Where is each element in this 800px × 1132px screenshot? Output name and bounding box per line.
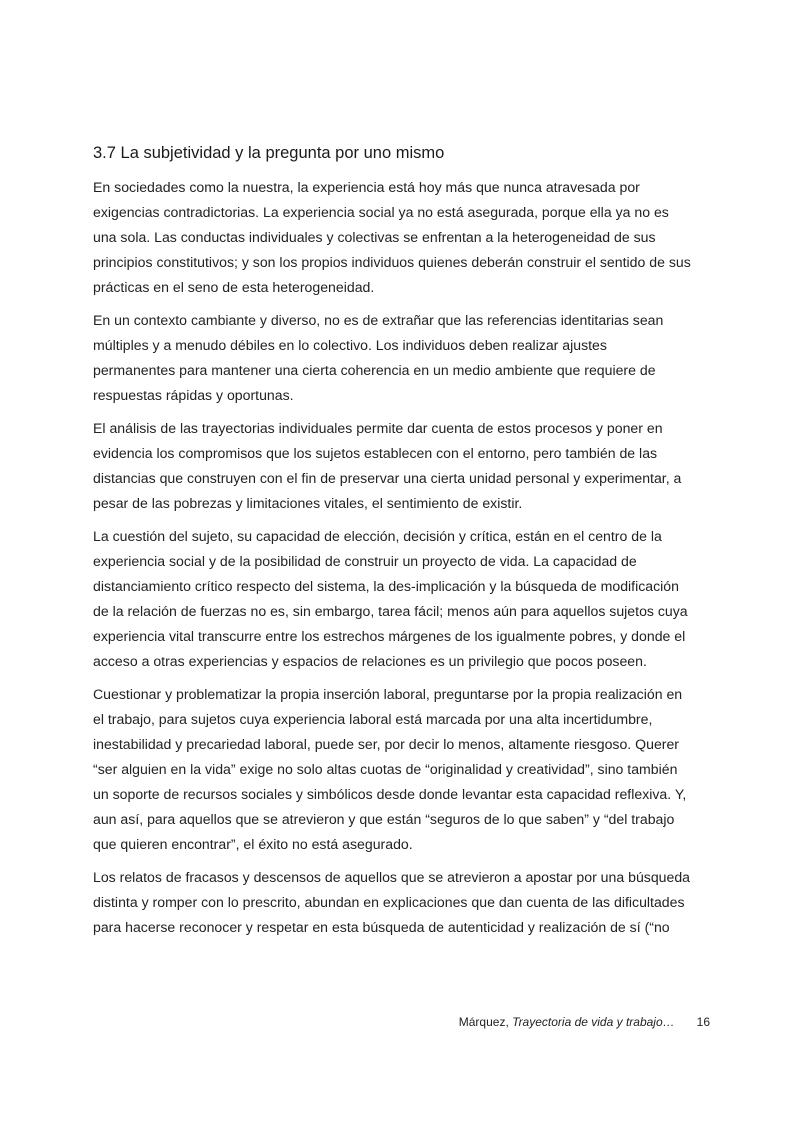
text-line: prácticas en el seno de esta heterogeneidad.	[93, 279, 375, 295]
text-line: experiencia social y de la posibilidad de construir un proyecto de vida. La capacidad de	[93, 553, 637, 569]
text-line: distancias que construyen con el fin de preservar una cierta unidad personal y experimentar, a	[93, 470, 682, 486]
text-line: En un contexto cambiante y diverso, no es de extrañar que las referencias identitarias sean	[93, 312, 664, 328]
paragraph	[93, 865, 712, 940]
footer-author: Márquez,	[458, 1015, 513, 1029]
text-line: distanciamiento crítico respecto del sistema, la des-implicación y la búsqueda de modificación	[93, 578, 679, 594]
paragraph	[93, 524, 712, 674]
text-line: exigencias contradictorias. La experiencia social ya no está asegurada, porque ella ya no es	[93, 204, 669, 220]
text-line: que quieren encontrar”, el éxito no está asegurado.	[93, 836, 413, 852]
text-line: experiencia vital transcurre entre los estrechos márgenes de los igualmente pobres, y donde el	[93, 628, 686, 644]
text-line: para hacerse reconocer y respetar en esta búsqueda de autenticidad y realización de sí (“no	[93, 919, 670, 935]
text-line: distinta y romper con lo prescrito, abundan en explicaciones que dan cuenta de las dificultades	[93, 894, 685, 910]
text-line: múltiples y a menudo débiles en lo colectivo. Los individuos deben realizar ajustes	[93, 337, 607, 353]
text-line: respuestas rápidas y oportunas.	[93, 387, 294, 403]
page-footer	[440, 1014, 710, 1030]
text-line: “ser alguien en la vida” exige no solo altas cuotas de “originalidad y creatividad”, sino también	[93, 761, 678, 777]
text-line: La cuestión del sujeto, su capacidad de elección, decisión y crítica, están en el centro de la	[93, 528, 662, 544]
text-line: una sola. Las conductas individuales y colectivas se enfrentan a la heterogeneidad de sus	[93, 229, 656, 245]
section-heading: 3.7 La subjetividad y la pregunta por uno mismo	[93, 144, 445, 162]
page-number: 16	[696, 1015, 710, 1029]
text-line: evidencia los compromisos que los sujetos establecen con el entorno, pero también de las	[93, 445, 658, 461]
text-line: Cuestionar y problematizar la propia inserción laboral, preguntarse por la propia realización en	[93, 686, 683, 702]
text-line: aun así, para aquellos que se atrevieron y que están “seguros de lo que saben” y “del trabajo	[93, 811, 675, 827]
text-line: pesar de las pobrezas y limitaciones vitales, el sentimiento de existir.	[93, 495, 523, 511]
text-line: el trabajo, para sujetos cuya experiencia laboral está marcada por una alta incertidumbre,	[93, 711, 653, 727]
paragraph	[93, 682, 712, 857]
text-line: permanentes para mantener una cierta coherencia en un medio ambiente que requiere de	[93, 362, 656, 378]
text-line: un soporte de recursos sociales y simbólicos desde donde levantar esta capacidad reflexiva. Y,	[93, 786, 687, 802]
text-line: inestabilidad y precariedad laboral, puede ser, por decir lo menos, altamente riesgoso. Querer	[93, 736, 680, 752]
paragraph	[93, 308, 712, 408]
text-line: El análisis de las trayectorias individuales permite dar cuenta de estos procesos y poner en	[93, 420, 663, 436]
text-line: principios constitutivos; y son los propios individuos quienes deberán construir el sentido de sus	[93, 254, 691, 270]
footer-title: Trayectoria de vida y trabajo…	[512, 1015, 675, 1029]
text-line: En sociedades como la nuestra, la experiencia está hoy más que nunca atravesada por	[93, 179, 640, 195]
text-line: Los relatos de fracasos y descensos de aquellos que se atrevieron a apostar por una búsqueda	[93, 869, 691, 885]
text-line: de la relación de fuerzas no es, sin embargo, tarea fácil; menos aún para aquellos sujetos cuya	[93, 603, 688, 619]
text-line: acceso a otras experiencias y espacios de relaciones es un privilegio que pocos poseen.	[93, 653, 647, 669]
paragraph	[93, 175, 712, 300]
paragraph	[93, 416, 712, 516]
body-text	[93, 175, 712, 948]
